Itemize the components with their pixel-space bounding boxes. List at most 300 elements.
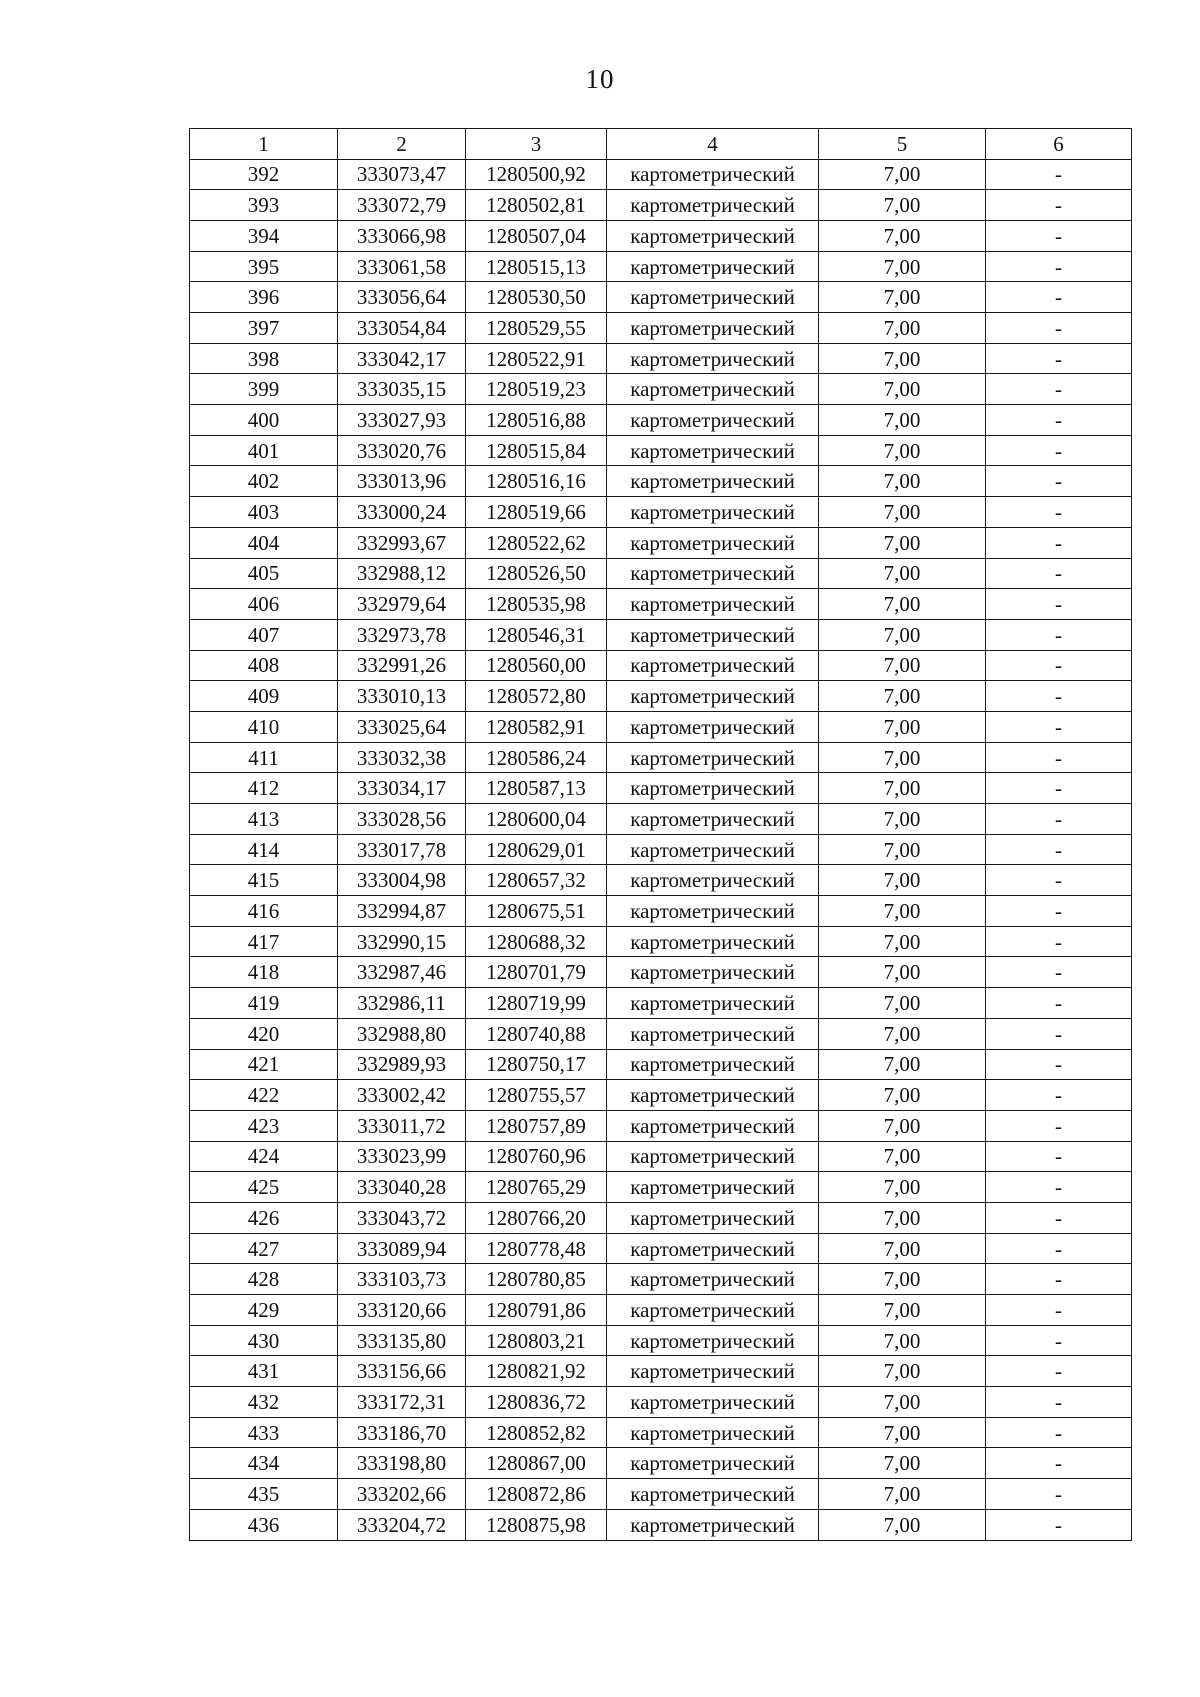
y-coordinate-cell: 1280875,98 (466, 1509, 607, 1540)
x-coordinate-cell: 332989,93 (338, 1049, 466, 1080)
point-number-cell: 412 (190, 773, 338, 804)
table-row (190, 1049, 1132, 1080)
table-body (190, 159, 1132, 1540)
method-cell: картометрический (607, 589, 819, 620)
y-coordinate-cell: 1280757,89 (466, 1110, 607, 1141)
accuracy-cell: 7,00 (819, 1080, 986, 1111)
x-coordinate-cell: 332988,80 (338, 1018, 466, 1049)
table-row (190, 804, 1132, 835)
note-cell: - (986, 742, 1132, 773)
method-cell: картометрический (607, 1325, 819, 1356)
x-coordinate-cell: 333040,28 (338, 1172, 466, 1203)
note-cell: - (986, 1233, 1132, 1264)
table-row (190, 1325, 1132, 1356)
x-coordinate-cell: 333103,73 (338, 1264, 466, 1295)
point-number-cell: 407 (190, 619, 338, 650)
point-number-cell: 406 (190, 589, 338, 620)
method-cell: картометрический (607, 251, 819, 282)
accuracy-cell: 7,00 (819, 374, 986, 405)
table-row (190, 1233, 1132, 1264)
note-cell: - (986, 313, 1132, 344)
x-coordinate-cell: 332987,46 (338, 957, 466, 988)
y-coordinate-cell: 1280600,04 (466, 804, 607, 835)
y-coordinate-cell: 1280701,79 (466, 957, 607, 988)
accuracy-cell: 7,00 (819, 1110, 986, 1141)
method-cell: картометрический (607, 896, 819, 927)
column-header: 2 (338, 129, 466, 160)
x-coordinate-cell: 333073,47 (338, 159, 466, 190)
note-cell: - (986, 619, 1132, 650)
accuracy-cell: 7,00 (819, 1448, 986, 1479)
point-number-cell: 398 (190, 343, 338, 374)
table-row (190, 374, 1132, 405)
method-cell: картометрический (607, 466, 819, 497)
y-coordinate-cell: 1280766,20 (466, 1202, 607, 1233)
method-cell: картометрический (607, 282, 819, 313)
x-coordinate-cell: 333020,76 (338, 435, 466, 466)
column-header: 6 (986, 129, 1132, 160)
y-coordinate-cell: 1280657,32 (466, 865, 607, 896)
method-cell: картометрический (607, 343, 819, 374)
point-number-cell: 429 (190, 1295, 338, 1326)
table-row (190, 589, 1132, 620)
x-coordinate-cell: 333066,98 (338, 220, 466, 251)
point-number-cell: 393 (190, 190, 338, 221)
x-coordinate-cell: 333054,84 (338, 313, 466, 344)
note-cell: - (986, 282, 1132, 313)
accuracy-cell: 7,00 (819, 926, 986, 957)
x-coordinate-cell: 332973,78 (338, 619, 466, 650)
note-cell: - (986, 1448, 1132, 1479)
note-cell: - (986, 1356, 1132, 1387)
accuracy-cell: 7,00 (819, 282, 986, 313)
accuracy-cell: 7,00 (819, 343, 986, 374)
point-number-cell: 399 (190, 374, 338, 405)
x-coordinate-cell: 333202,66 (338, 1479, 466, 1510)
x-coordinate-cell: 333002,42 (338, 1080, 466, 1111)
note-cell: - (986, 466, 1132, 497)
accuracy-cell: 7,00 (819, 1356, 986, 1387)
note-cell: - (986, 1202, 1132, 1233)
x-coordinate-cell: 333028,56 (338, 804, 466, 835)
table-row (190, 834, 1132, 865)
method-cell: картометрический (607, 1448, 819, 1479)
x-coordinate-cell: 333198,80 (338, 1448, 466, 1479)
accuracy-cell: 7,00 (819, 435, 986, 466)
method-cell: картометрический (607, 1049, 819, 1080)
x-coordinate-cell: 332993,67 (338, 527, 466, 558)
x-coordinate-cell: 332994,87 (338, 896, 466, 927)
point-number-cell: 414 (190, 834, 338, 865)
accuracy-cell: 7,00 (819, 466, 986, 497)
x-coordinate-cell: 333089,94 (338, 1233, 466, 1264)
accuracy-cell: 7,00 (819, 804, 986, 835)
accuracy-cell: 7,00 (819, 313, 986, 344)
note-cell: - (986, 1509, 1132, 1540)
table-row (190, 1479, 1132, 1510)
y-coordinate-cell: 1280778,48 (466, 1233, 607, 1264)
accuracy-cell: 7,00 (819, 1202, 986, 1233)
note-cell: - (986, 1049, 1132, 1080)
table-row (190, 1295, 1132, 1326)
table-row (190, 650, 1132, 681)
y-coordinate-cell: 1280526,50 (466, 558, 607, 589)
table-row (190, 711, 1132, 742)
x-coordinate-cell: 333004,98 (338, 865, 466, 896)
table-row (190, 926, 1132, 957)
y-coordinate-cell: 1280529,55 (466, 313, 607, 344)
y-coordinate-cell: 1280530,50 (466, 282, 607, 313)
y-coordinate-cell: 1280740,88 (466, 1018, 607, 1049)
table-row (190, 1080, 1132, 1111)
y-coordinate-cell: 1280519,66 (466, 497, 607, 528)
y-coordinate-cell: 1280586,24 (466, 742, 607, 773)
accuracy-cell: 7,00 (819, 1018, 986, 1049)
point-number-cell: 408 (190, 650, 338, 681)
table-row (190, 1172, 1132, 1203)
accuracy-cell: 7,00 (819, 405, 986, 436)
method-cell: картометрический (607, 1080, 819, 1111)
table-row (190, 773, 1132, 804)
y-coordinate-cell: 1280836,72 (466, 1387, 607, 1418)
y-coordinate-cell: 1280755,57 (466, 1080, 607, 1111)
table-row (190, 159, 1132, 190)
table-row (190, 1387, 1132, 1418)
note-cell: - (986, 834, 1132, 865)
point-number-cell: 413 (190, 804, 338, 835)
accuracy-cell: 7,00 (819, 1479, 986, 1510)
point-number-cell: 415 (190, 865, 338, 896)
method-cell: картометрический (607, 711, 819, 742)
header-row (190, 129, 1132, 160)
note-cell: - (986, 988, 1132, 1019)
x-coordinate-cell: 333025,64 (338, 711, 466, 742)
table-row (190, 313, 1132, 344)
y-coordinate-cell: 1280867,00 (466, 1448, 607, 1479)
x-coordinate-cell: 333120,66 (338, 1295, 466, 1326)
y-coordinate-cell: 1280688,32 (466, 926, 607, 957)
method-cell: картометрический (607, 1509, 819, 1540)
point-number-cell: 435 (190, 1479, 338, 1510)
y-coordinate-cell: 1280516,16 (466, 466, 607, 497)
note-cell: - (986, 711, 1132, 742)
x-coordinate-cell: 333000,24 (338, 497, 466, 528)
method-cell: картометрический (607, 926, 819, 957)
accuracy-cell: 7,00 (819, 1417, 986, 1448)
y-coordinate-cell: 1280502,81 (466, 190, 607, 221)
accuracy-cell: 7,00 (819, 589, 986, 620)
point-number-cell: 395 (190, 251, 338, 282)
x-coordinate-cell: 333186,70 (338, 1417, 466, 1448)
point-number-cell: 433 (190, 1417, 338, 1448)
method-cell: картометрический (607, 1356, 819, 1387)
table-row (190, 466, 1132, 497)
table-row (190, 435, 1132, 466)
table-row (190, 1264, 1132, 1295)
y-coordinate-cell: 1280852,82 (466, 1417, 607, 1448)
note-cell: - (986, 343, 1132, 374)
column-header: 4 (607, 129, 819, 160)
accuracy-cell: 7,00 (819, 558, 986, 589)
x-coordinate-cell: 333023,99 (338, 1141, 466, 1172)
y-coordinate-cell: 1280572,80 (466, 681, 607, 712)
note-cell: - (986, 220, 1132, 251)
y-coordinate-cell: 1280872,86 (466, 1479, 607, 1510)
column-header: 5 (819, 129, 986, 160)
y-coordinate-cell: 1280519,23 (466, 374, 607, 405)
column-header: 3 (466, 129, 607, 160)
point-number-cell: 427 (190, 1233, 338, 1264)
point-number-cell: 409 (190, 681, 338, 712)
note-cell: - (986, 773, 1132, 804)
accuracy-cell: 7,00 (819, 896, 986, 927)
x-coordinate-cell: 333061,58 (338, 251, 466, 282)
accuracy-cell: 7,00 (819, 1049, 986, 1080)
accuracy-cell: 7,00 (819, 742, 986, 773)
note-cell: - (986, 681, 1132, 712)
point-number-cell: 425 (190, 1172, 338, 1203)
table-row (190, 681, 1132, 712)
point-number-cell: 416 (190, 896, 338, 927)
x-coordinate-cell: 333172,31 (338, 1387, 466, 1418)
note-cell: - (986, 926, 1132, 957)
y-coordinate-cell: 1280765,29 (466, 1172, 607, 1203)
note-cell: - (986, 1325, 1132, 1356)
y-coordinate-cell: 1280535,98 (466, 589, 607, 620)
table-row (190, 988, 1132, 1019)
x-coordinate-cell: 333072,79 (338, 190, 466, 221)
accuracy-cell: 7,00 (819, 1295, 986, 1326)
y-coordinate-cell: 1280515,84 (466, 435, 607, 466)
method-cell: картометрический (607, 558, 819, 589)
point-number-cell: 396 (190, 282, 338, 313)
note-cell: - (986, 1387, 1132, 1418)
point-number-cell: 404 (190, 527, 338, 558)
point-number-cell: 394 (190, 220, 338, 251)
x-coordinate-cell: 333010,13 (338, 681, 466, 712)
note-cell: - (986, 190, 1132, 221)
table-row (190, 1202, 1132, 1233)
method-cell: картометрический (607, 1202, 819, 1233)
table-header (190, 129, 1132, 160)
column-header: 1 (190, 129, 338, 160)
x-coordinate-cell: 332990,15 (338, 926, 466, 957)
table-row (190, 220, 1132, 251)
method-cell: картометрический (607, 1264, 819, 1295)
accuracy-cell: 7,00 (819, 681, 986, 712)
point-number-cell: 423 (190, 1110, 338, 1141)
table-row (190, 405, 1132, 436)
table-row (190, 282, 1132, 313)
note-cell: - (986, 497, 1132, 528)
x-coordinate-cell: 333032,38 (338, 742, 466, 773)
y-coordinate-cell: 1280780,85 (466, 1264, 607, 1295)
note-cell: - (986, 405, 1132, 436)
y-coordinate-cell: 1280629,01 (466, 834, 607, 865)
accuracy-cell: 7,00 (819, 711, 986, 742)
table-row (190, 251, 1132, 282)
x-coordinate-cell: 333135,80 (338, 1325, 466, 1356)
point-number-cell: 401 (190, 435, 338, 466)
y-coordinate-cell: 1280803,21 (466, 1325, 607, 1356)
accuracy-cell: 7,00 (819, 1141, 986, 1172)
point-number-cell: 418 (190, 957, 338, 988)
table-row (190, 742, 1132, 773)
note-cell: - (986, 1018, 1132, 1049)
table-row (190, 497, 1132, 528)
x-coordinate-cell: 333156,66 (338, 1356, 466, 1387)
table-row (190, 1509, 1132, 1540)
note-cell: - (986, 896, 1132, 927)
y-coordinate-cell: 1280675,51 (466, 896, 607, 927)
y-coordinate-cell: 1280522,91 (466, 343, 607, 374)
method-cell: картометрический (607, 681, 819, 712)
table-row (190, 558, 1132, 589)
point-number-cell: 426 (190, 1202, 338, 1233)
accuracy-cell: 7,00 (819, 159, 986, 190)
table-row (190, 343, 1132, 374)
x-coordinate-cell: 333043,72 (338, 1202, 466, 1233)
accuracy-cell: 7,00 (819, 1325, 986, 1356)
point-number-cell: 421 (190, 1049, 338, 1080)
y-coordinate-cell: 1280546,31 (466, 619, 607, 650)
accuracy-cell: 7,00 (819, 1264, 986, 1295)
note-cell: - (986, 1295, 1132, 1326)
accuracy-cell: 7,00 (819, 1172, 986, 1203)
accuracy-cell: 7,00 (819, 1233, 986, 1264)
method-cell: картометрический (607, 1479, 819, 1510)
accuracy-cell: 7,00 (819, 834, 986, 865)
method-cell: картометрический (607, 1141, 819, 1172)
x-coordinate-cell: 333035,15 (338, 374, 466, 405)
method-cell: картометрический (607, 1233, 819, 1264)
y-coordinate-cell: 1280560,00 (466, 650, 607, 681)
method-cell: картометрический (607, 497, 819, 528)
note-cell: - (986, 558, 1132, 589)
note-cell: - (986, 865, 1132, 896)
accuracy-cell: 7,00 (819, 988, 986, 1019)
point-number-cell: 403 (190, 497, 338, 528)
y-coordinate-cell: 1280791,86 (466, 1295, 607, 1326)
point-number-cell: 420 (190, 1018, 338, 1049)
method-cell: картометрический (607, 1387, 819, 1418)
point-number-cell: 400 (190, 405, 338, 436)
accuracy-cell: 7,00 (819, 220, 986, 251)
x-coordinate-cell: 333017,78 (338, 834, 466, 865)
point-number-cell: 411 (190, 742, 338, 773)
accuracy-cell: 7,00 (819, 497, 986, 528)
note-cell: - (986, 650, 1132, 681)
y-coordinate-cell: 1280516,88 (466, 405, 607, 436)
method-cell: картометрический (607, 190, 819, 221)
point-number-cell: 419 (190, 988, 338, 1019)
y-coordinate-cell: 1280719,99 (466, 988, 607, 1019)
method-cell: картометрический (607, 865, 819, 896)
x-coordinate-cell: 333027,93 (338, 405, 466, 436)
table-row (190, 1356, 1132, 1387)
point-number-cell: 422 (190, 1080, 338, 1111)
note-cell: - (986, 1141, 1132, 1172)
y-coordinate-cell: 1280760,96 (466, 1141, 607, 1172)
y-coordinate-cell: 1280522,62 (466, 527, 607, 558)
method-cell: картометрический (607, 619, 819, 650)
method-cell: картометрический (607, 773, 819, 804)
point-number-cell: 434 (190, 1448, 338, 1479)
point-number-cell: 392 (190, 159, 338, 190)
accuracy-cell: 7,00 (819, 1509, 986, 1540)
point-number-cell: 417 (190, 926, 338, 957)
method-cell: картометрический (607, 220, 819, 251)
accuracy-cell: 7,00 (819, 527, 986, 558)
accuracy-cell: 7,00 (819, 1387, 986, 1418)
note-cell: - (986, 957, 1132, 988)
note-cell: - (986, 374, 1132, 405)
note-cell: - (986, 1264, 1132, 1295)
x-coordinate-cell: 333034,17 (338, 773, 466, 804)
table-row (190, 865, 1132, 896)
table-row (190, 896, 1132, 927)
method-cell: картометрический (607, 313, 819, 344)
method-cell: картометрический (607, 1110, 819, 1141)
method-cell: картометрический (607, 1018, 819, 1049)
note-cell: - (986, 251, 1132, 282)
method-cell: картометрический (607, 1295, 819, 1326)
accuracy-cell: 7,00 (819, 190, 986, 221)
x-coordinate-cell: 332986,11 (338, 988, 466, 1019)
table-row (190, 1141, 1132, 1172)
point-number-cell: 436 (190, 1509, 338, 1540)
method-cell: картометрический (607, 742, 819, 773)
accuracy-cell: 7,00 (819, 619, 986, 650)
table-row (190, 1448, 1132, 1479)
page-number: 10 (585, 64, 615, 94)
table-row (190, 1110, 1132, 1141)
method-cell: картометрический (607, 650, 819, 681)
note-cell: - (986, 159, 1132, 190)
table-row (190, 527, 1132, 558)
accuracy-cell: 7,00 (819, 650, 986, 681)
note-cell: - (986, 435, 1132, 466)
x-coordinate-cell: 332991,26 (338, 650, 466, 681)
x-coordinate-cell: 333013,96 (338, 466, 466, 497)
x-coordinate-cell: 332979,64 (338, 589, 466, 620)
method-cell: картометрический (607, 1172, 819, 1203)
note-cell: - (986, 527, 1132, 558)
point-number-cell: 402 (190, 466, 338, 497)
method-cell: картометрический (607, 527, 819, 558)
y-coordinate-cell: 1280587,13 (466, 773, 607, 804)
point-number-cell: 428 (190, 1264, 338, 1295)
y-coordinate-cell: 1280750,17 (466, 1049, 607, 1080)
point-number-cell: 432 (190, 1387, 338, 1418)
method-cell: картометрический (607, 804, 819, 835)
accuracy-cell: 7,00 (819, 773, 986, 804)
x-coordinate-cell: 333204,72 (338, 1509, 466, 1540)
method-cell: картометрический (607, 957, 819, 988)
x-coordinate-cell: 333056,64 (338, 282, 466, 313)
method-cell: картометрический (607, 374, 819, 405)
note-cell: - (986, 1417, 1132, 1448)
accuracy-cell: 7,00 (819, 251, 986, 282)
y-coordinate-cell: 1280500,92 (466, 159, 607, 190)
note-cell: - (986, 1479, 1132, 1510)
x-coordinate-cell: 333042,17 (338, 343, 466, 374)
note-cell: - (986, 804, 1132, 835)
table-row (190, 1417, 1132, 1448)
point-number-cell: 405 (190, 558, 338, 589)
table-row (190, 619, 1132, 650)
method-cell: картометрический (607, 435, 819, 466)
